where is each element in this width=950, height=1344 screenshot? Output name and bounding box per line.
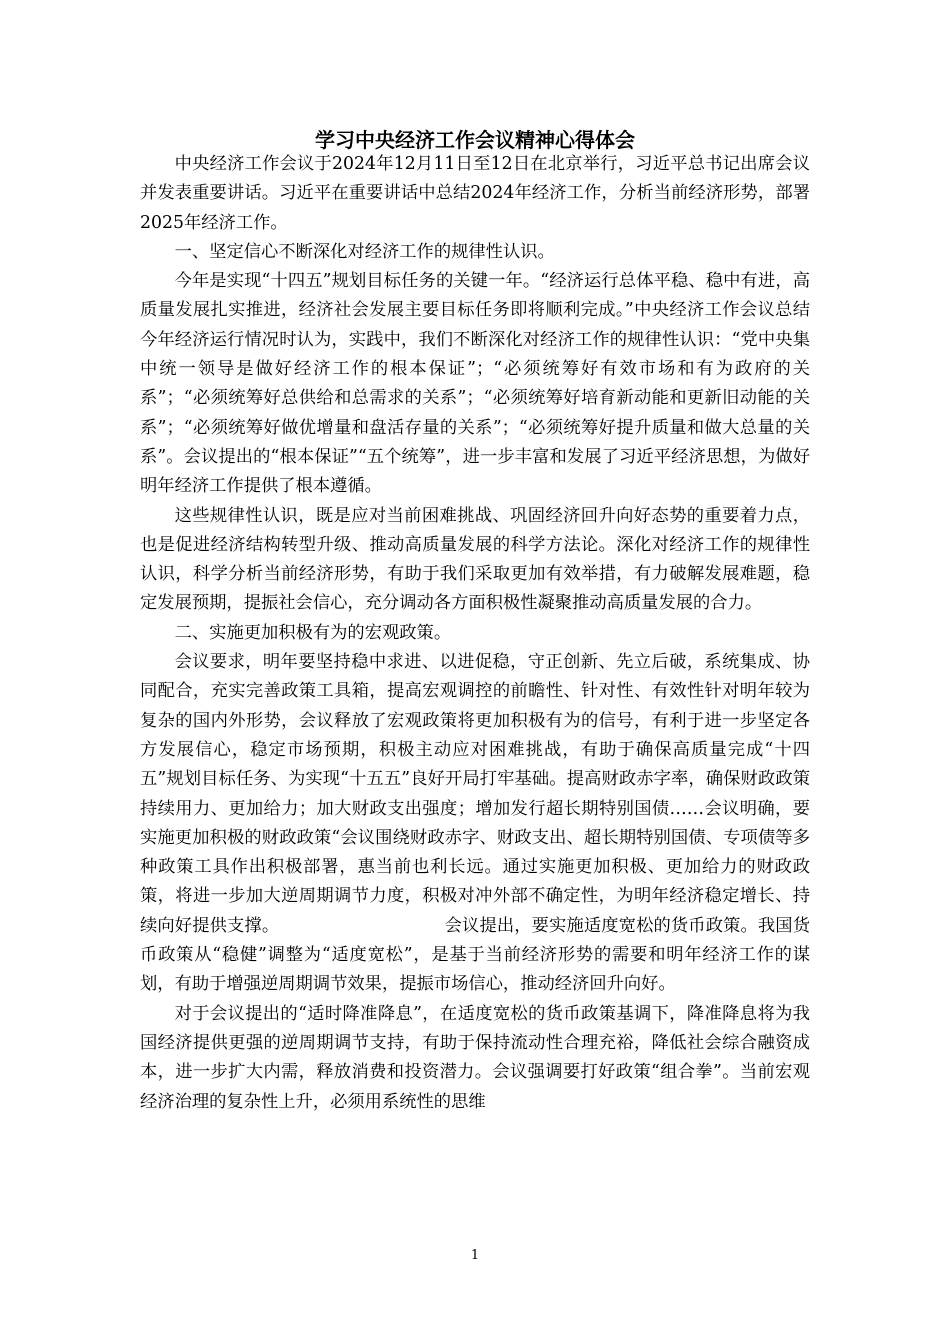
paragraph-section2-b: 对于会议提出的“适时降准降息”，在适度宽松的货币政策基调下，降准降息将为我国经济提供更强的逆周期调节支持，有助于保持流动性合理充裕，降低社会综合融资成本，进一步扩大内需，释放消费和投资潜力。会议强调要打好政策“组合拳”。当前宏观经济治理的复杂性上升，必须用系统性的思维: [140, 1003, 810, 1112]
section-heading-1: 一、坚定信心不断深化对经济工作的规律性认识。: [174, 241, 555, 262]
section-heading-2: 二、实施更加积极有为的宏观政策。: [174, 622, 452, 643]
paragraph-section1-a: 今年是实现“十四五”规划目标任务的关键一年。“经济运行总体平稳、稳中有进，高质量发展扎实推进，经济社会发展主要目标任务即将顺利完成。”中央经济工作会议总结今年经济运行情况时认为，实践中，我们不断深化对经济工作的规律性认识：“党中央集中统一领导是做好经济工作的根本保证”；“必须统筹好有效市场和有为政府的关系”；“必须统筹好总供给和总需求的关系”；“必须统筹好培育新动能和更新旧动能的关系”；“必须统筹好做优增量和盘活存量的关系”；“必须统筹好提升质量和做大总量的关系”。会议提出的“根本保证”“五个统筹”，进一步丰富和发展了习近平经济思想，为做好明年经济工作提供了根本遵循。: [140, 271, 810, 497]
paragraph-intro: 中央经济工作会议于2024年12月11日至12日在北京举行，习近平总书记出席会议并发表重要讲话。习近平在重要讲话中总结2024年经济工作，分析当前经济形势，部署2025年经济工作。: [140, 154, 810, 233]
paragraph-section2-a: 会议要求，明年要坚持稳中求进、以进促稳，守正创新、先立后破，系统集成、协同配合，充实完善政策工具箱，提高宏观调控的前瞻性、针对性、有效性针对明年较为复杂的国内外形势，会议释放了宏观政策将更加积极有为的信号，有利于进一步坚定各方发展信心，稳定市场预期，积极主动应对困难挑战，有助于确保高质量完成“十四五”规划目标任务、为实现“十五五”良好开局打牢基础。提高财政赤字率，确保财政政策持续用力、更加给力；加大财政支出强度；增加发行超长期特别国债……会议明确，要实施更加积极的财政政策“会议围绕财政赤字、财政支出、超长期特别国债、专项债等多种政策工具作出积极部署，惠当前也利长远。通过实施更加积极、更加给力的财政政策，将进一步加大逆周期调节力度，积极对冲外部不确定性，为明年经济稳定增长、持续向好提供支撑。 会议提出，要实施适度宽松的货币政策。我国货币政策从“稳健”调整为“适度宽松”，是基于当前经济形势的需要和明年经济工作的谋划，有助于增强逆周期调节效果，提振市场信心，推动经济回升向好。: [140, 652, 810, 995]
document-title: 学习中央经济工作会议精神心得体会: [315, 128, 635, 152]
document-body: [140, 150, 810, 1117]
paragraph-section1-b: 这些规律性认识，既是应对当前困难挑战、巩固经济回升向好态势的重要着力点，也是促进经济结构转型升级、推动高质量发展的科学方法论。深化对经济工作的规律性认识，科学分析当前经济形势，有助于我们采取更加有效举措，有力破解发展难题，稳定发展预期，提振社会信心，充分调动各方面积极性凝聚推动高质量发展的合力。: [140, 505, 810, 614]
page-number: 1: [470, 1248, 480, 1263]
